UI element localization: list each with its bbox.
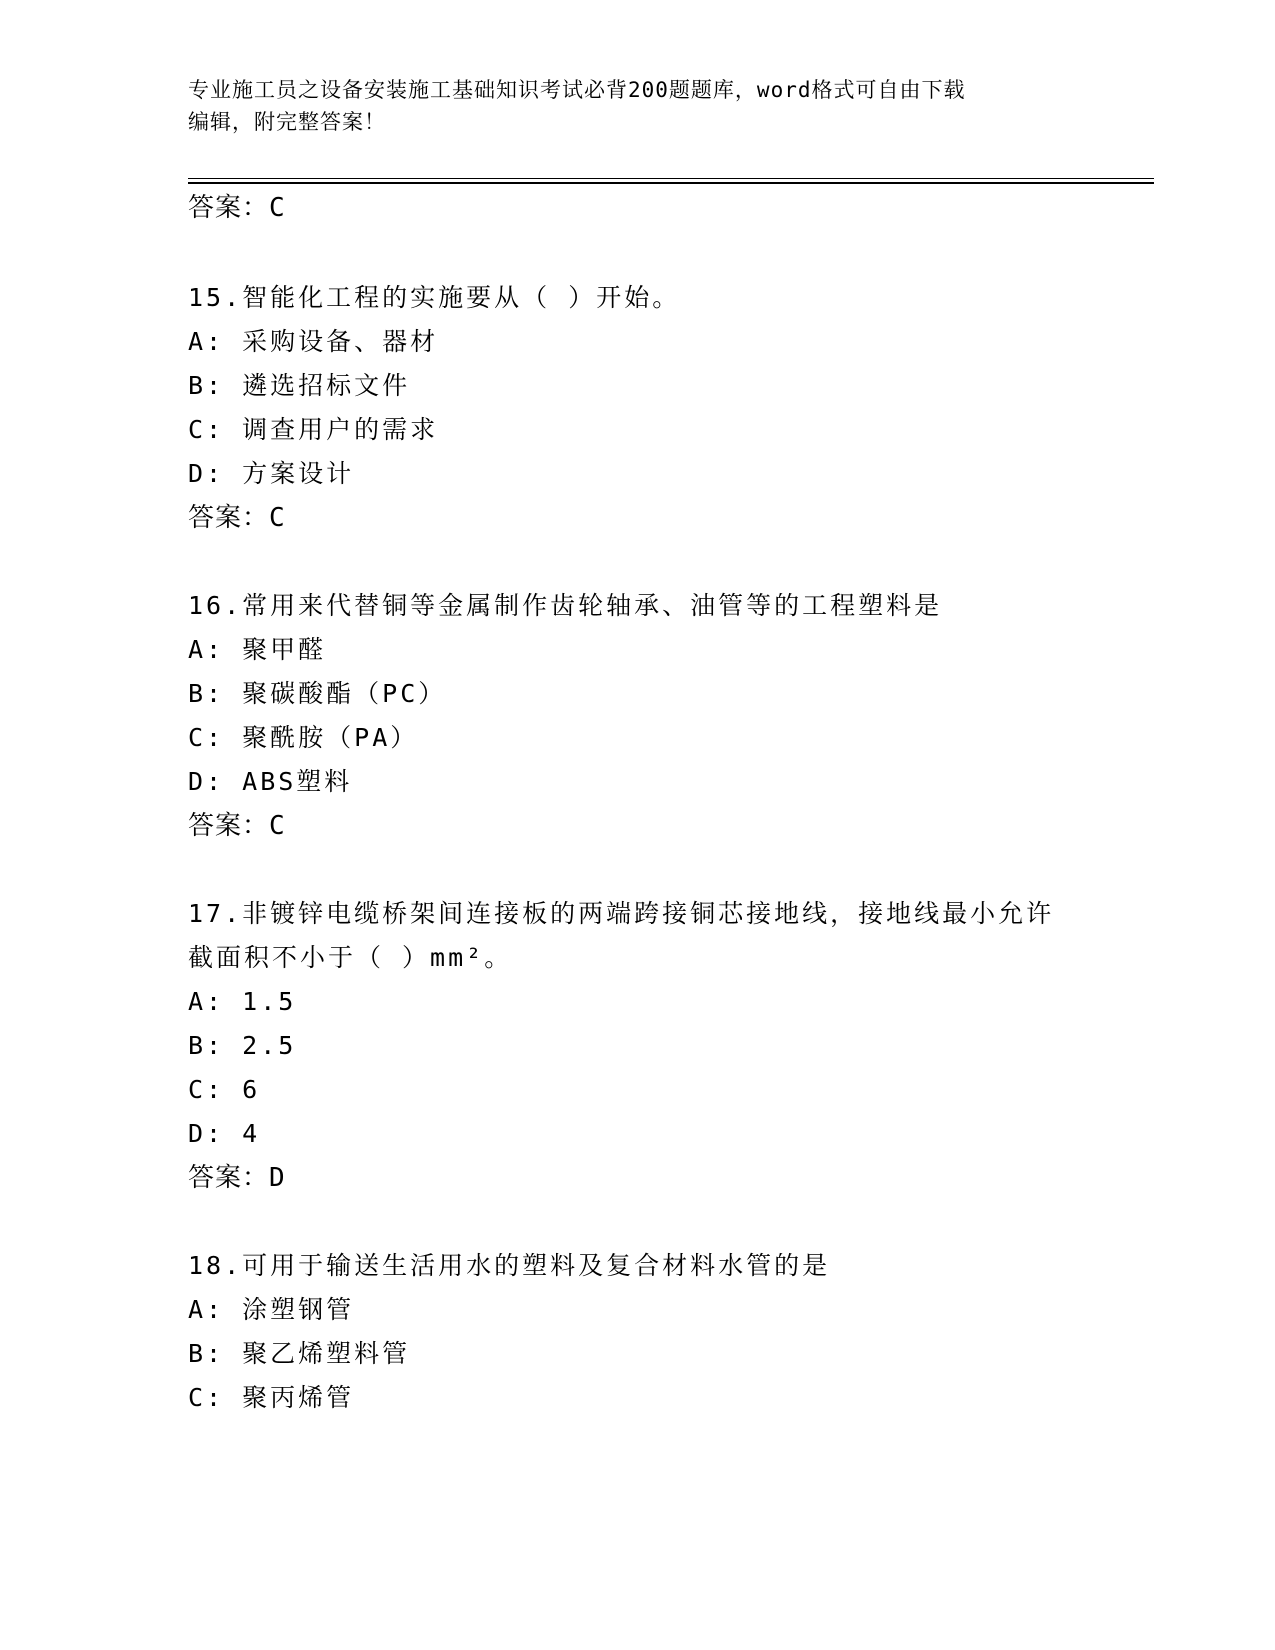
question-15-option-d: D: 方案设计 — [188, 459, 355, 488]
question-18-option-c: C: 聚丙烯管 — [188, 1383, 355, 1412]
header-divider-thick — [188, 182, 1154, 184]
question-16-stem: 16.常用来代替铜等金属制作齿轮轴承、油管等的工程塑料是 — [188, 591, 943, 620]
question-17-option-b: B: 2.5 — [188, 1031, 297, 1060]
question-18-option-a: A: 涂塑钢管 — [188, 1295, 355, 1324]
question-15-stem: 15.智能化工程的实施要从（ ）开始。 — [188, 283, 681, 312]
question-16-answer: 答案：C — [188, 811, 286, 841]
question-17-option-d: D: 4 — [188, 1119, 261, 1148]
previous-answer: 答案：C — [188, 193, 286, 223]
question-18-option-b: B: 聚乙烯塑料管 — [188, 1339, 411, 1368]
question-17-option-a: A: 1.5 — [188, 987, 297, 1016]
header-title-line2: 编辑，附完整答案！ — [188, 110, 386, 134]
question-15-option-c: C: 调查用户的需求 — [188, 415, 439, 444]
question-16-option-c: C: 聚酰胺（PA） — [188, 723, 419, 752]
question-17-stem-line1: 17.非镀锌电缆桥架间连接板的两端跨接铜芯接地线，接地线最小允许 — [188, 899, 1055, 928]
question-15-answer: 答案：C — [188, 503, 286, 533]
question-17-stem-line2: 截面积不小于（ ）mm²。 — [188, 943, 513, 972]
question-16-option-a: A: 聚甲醛 — [188, 635, 327, 664]
question-18-stem: 18.可用于输送生活用水的塑料及复合材料水管的是 — [188, 1251, 831, 1280]
document-header — [188, 74, 1088, 138]
question-15-option-a: A: 采购设备、器材 — [188, 327, 439, 356]
question-15-option-b: B: 遴选招标文件 — [188, 371, 411, 400]
question-16-option-b: B: 聚碳酸酯（PC） — [188, 679, 447, 708]
header-divider-thin — [188, 178, 1154, 179]
question-17-answer: 答案：D — [188, 1163, 286, 1193]
question-16-option-d: D: ABS塑料 — [188, 767, 353, 796]
header-title-line1: 专业施工员之设备安装施工基础知识考试必背200题题库，word格式可自由下载 — [188, 78, 966, 102]
question-17-option-c: C: 6 — [188, 1075, 261, 1104]
